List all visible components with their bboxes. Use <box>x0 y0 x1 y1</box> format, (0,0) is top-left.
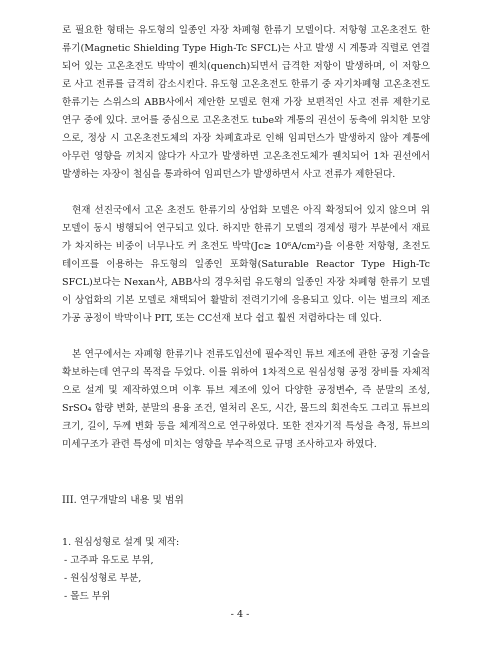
section-heading: III. 연구개발의 내용 및 범위 <box>62 495 184 506</box>
paragraph-gap <box>62 184 430 202</box>
section-gap <box>62 510 430 534</box>
list-item: 1. 원심성형로 설계 및 제작: <box>62 537 180 548</box>
paragraph-intro: 로 필요한 형태는 유도형의 일종인 자장 차폐형 한류기 모델이다. 저항형 고온초전도 한류기(Magnetic Shielding Type High-Tc SFCL)는 사고 발생 시 계통과 직렬로 연결되어 있는 고온초전도 박막이 퀜치(quench)되면서 급격한 저항이 발생하며, 이 저항으로 사고 전류를 급격히 감소시킨다. 유도형 고온초전도 한류기 중 자기차폐형 고온초전도한류기는 스위스의 ABB사에서 제안한 모델로 현재 가장 보편적인 사고 전류 제한기로 연구 중에 있다. 코어를 중심으로 고온초전도 tube와 계통의 권선이 동축에 위치한 모양으로, 정상 시 고온초전도체의 자장 차폐효과로 인해 임피던스가 발생하지 않아 계통에 아무런 영향을 끼치지 않다가 사고가 발생하면 고온초전도체가 퀜치되어 1차 권선에서 발생하는 자장이 철심을 통과하여 임피던스가 발생하면서 사고 전류가 제한된다. <box>62 25 430 180</box>
paragraph-commercialization: 현재 선진국에서 고온 초전도 한류기의 상업화 모델은 아직 확정되어 있지 않으며 위 모델이 동시 병행되어 연구되고 있다. 하지만 한류기 모델의 경제성 평가 부분에서 재료가 차지하는 비중이 너무나도 커 초전도 박막(Jc≥ 10⁶A/cm²)을 이용한 저항형, 초전도테이프를 이용하는 유도형의 일종인 포화형(Saturable Reactor Type High-Tc SFCL)보다는 Nexan사, ABB사의 경우처럼 유도형의 일종인 자장 차폐형 한류기 모델이 상업화의 기본 모델로 채택되어 활발히 전력기기에 응용되고 있다. 이는 벌크의 제조 가공 공정이 박막이나 PIT, 또는 CC선재 보다 쉽고 훨씬 저렴하다는 데 있다. <box>62 205 430 324</box>
section-gap <box>62 454 430 492</box>
paragraph-gap <box>62 328 430 346</box>
list-subitem: - 원심성형로 부분, <box>64 573 142 584</box>
document-body <box>62 22 430 606</box>
page-number: - 4 - <box>230 609 250 620</box>
list-subitem: - 고주파 유도로 부위, <box>64 555 154 566</box>
list-subitem: - 몰드 부위 <box>64 591 111 602</box>
paragraph-research-goal: 본 연구에서는 자폐형 한류기나 전류도입선에 필수적인 튜브 제조에 관한 공정 기술을 확보하는데 연구의 목적을 두었다. 이를 위하여 1차적으로 원심성형 공정 장비를 자체적으로 설계 및 제작하였으며 이후 튜브 제조에 있어 다양한 공정변수, 즉 분말의 조성, SrSO₄ 함량 변화, 분말의 용융 조건, 열처리 온도, 시간, 몰드의 회전속도 그리고 튜브의 크기, 길이, 두께 변화 등을 체계적으로 연구하였다. 또한 전자기적 특성을 측정, 튜브의 미세구조가 관련 특성에 미치는 영향을 부수적으로 규명 조사하고자 하였다. <box>62 349 430 450</box>
